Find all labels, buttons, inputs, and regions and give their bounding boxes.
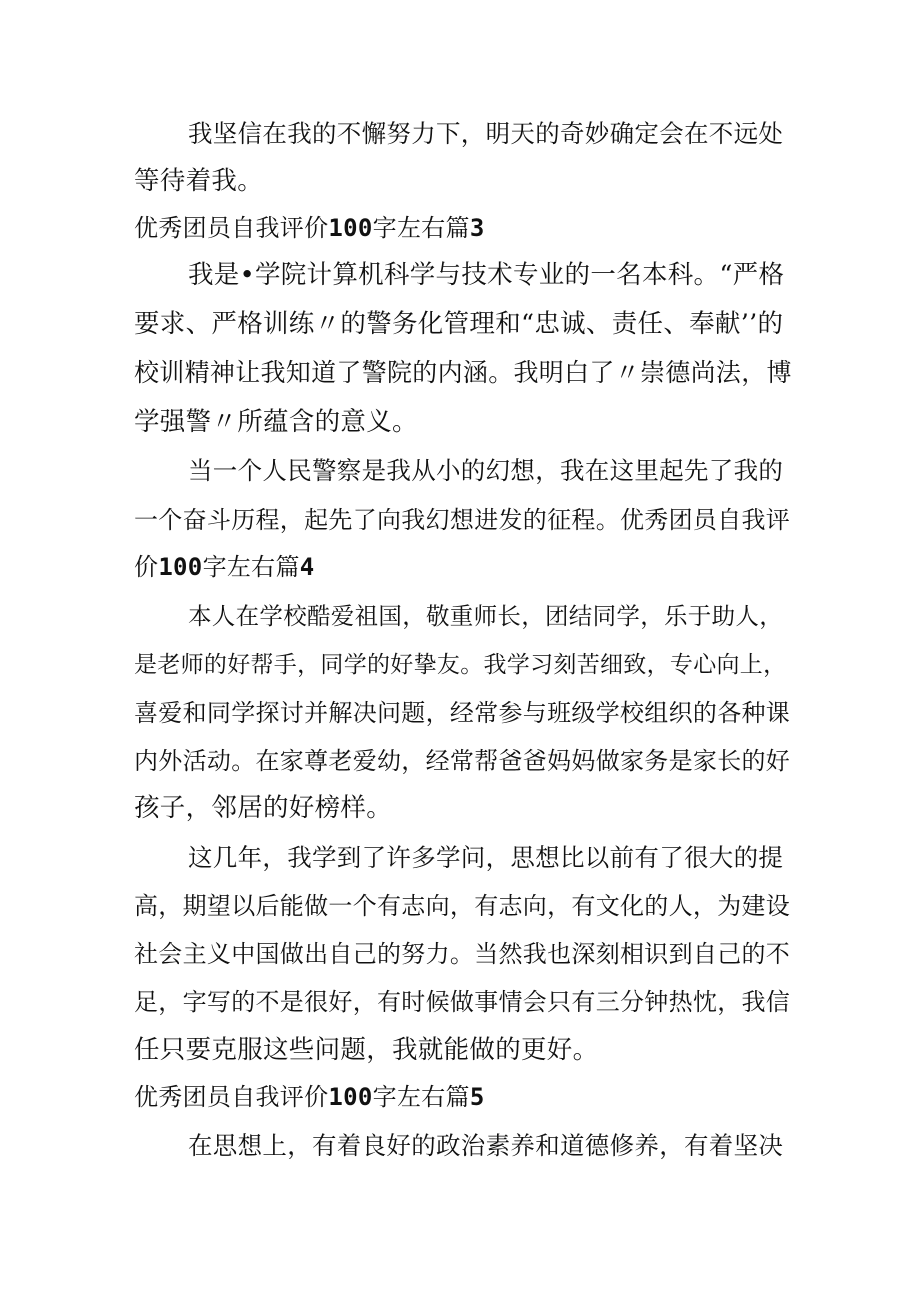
section-heading-4 — [134, 543, 794, 591]
paragraph-line: 本人在学校酷爱祖国，敬重师长，团结同学，乐于助人， — [188, 602, 783, 630]
paragraph-line: 社会主义中国做出自己的努力。当然我也深刻相识到自己的不 — [134, 940, 791, 968]
paragraph-line: 这几年，我学到了许多学问，思想比以前有了很大的提 — [188, 843, 784, 872]
paragraph-line: 任只要克服这些问题，我就能做的更好。 — [134, 1035, 599, 1065]
paragraph-line: 内外活动。在家尊老爱幼，经常帮爸爸妈妈做家务是家长的好 — [134, 747, 791, 775]
section-heading-3 — [134, 204, 794, 252]
heading-text: 字左右篇 — [372, 1083, 470, 1111]
paragraph-line: 当一个人民警察是我从小的幻想，我在这里起先了我的 — [188, 456, 784, 485]
heading-number: 100 — [158, 553, 203, 581]
paragraph-line: 我坚信在我的不懈努力下，明天的奇妙确定会在不远处 — [188, 119, 784, 148]
heading-text: 优秀团员自我评价 — [134, 1083, 329, 1111]
heading-number: 100 — [328, 214, 373, 242]
paragraph-line: 高，期望以后能做一个有志向，有志向，有文化的人，为建设 — [134, 892, 791, 920]
heading-text: 字左右篇 — [372, 214, 470, 242]
paragraph-line: 要求、严格训练〃的警务化管理和“忠诚、责任、奉献’’的 — [134, 309, 784, 339]
heading-text: 价 — [134, 553, 159, 581]
heading-number: 100 — [328, 1083, 373, 1111]
paragraph-line: 一个奋斗历程，起先了向我幻想进发的征程。优秀团员自我评 — [134, 506, 791, 534]
paragraph-line: 校训精神让我知道了警院的内涵。我明白了〃崇德尚法，博 — [134, 358, 792, 387]
section-heading-5 — [134, 1073, 794, 1121]
paragraph-line: 我是•学院计算机科学与技术专业的一名本科。“严格 — [188, 260, 785, 290]
heading-text: 优秀团员自我评价 — [134, 214, 329, 242]
paragraph-line: 孩子，邻居的好榜样。 — [134, 793, 393, 823]
paragraph-line: 喜爱和同学探讨并解决问题，经常参与班级学校组织的各种课 — [134, 699, 791, 727]
heading-index: 5 — [469, 1083, 485, 1111]
heading-index: 4 — [299, 553, 315, 581]
heading-index: 3 — [469, 214, 485, 242]
paragraph-line: 在思想上，有着良好的政治素养和道德修养，有着坚决 — [188, 1131, 784, 1160]
heading-text: 字左右篇 — [202, 553, 300, 581]
paragraph-line: 等待着我。 — [134, 166, 264, 196]
paragraph-line: 学强警〃所蕴含的意义。 — [134, 407, 418, 437]
paragraph-line: 足，字写的不是很好，有时候做事情会只有三分钟热忱，我信 — [134, 988, 791, 1016]
paragraph-line: 是老师的好帮手，同学的好挚友。我学习刻苦细致，专心向上， — [134, 652, 787, 678]
